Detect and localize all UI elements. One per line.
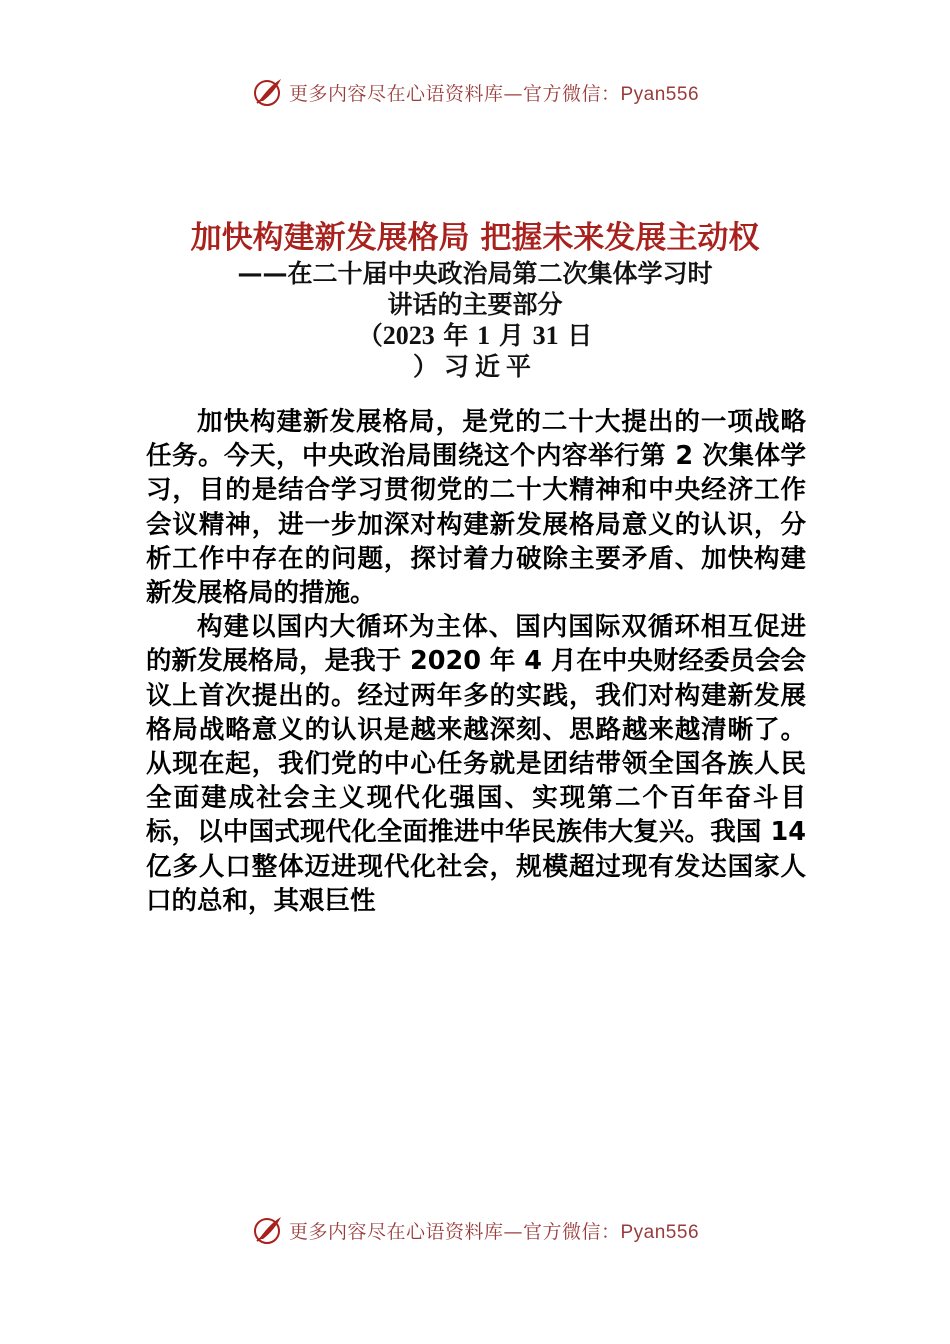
- subtitle-line-2: 讲话的主要部分: [387, 290, 563, 319]
- author-line: ）习近平: [412, 352, 537, 381]
- page-title: 加快构建新发展格局 把握未来发展主动权: [190, 220, 760, 256]
- quill-logo-icon: [251, 1213, 285, 1247]
- paragraph-2: 构建以国内大循环为主体、国内国际双循环相互促进的新发展格局，是我于 2020 年 4 月在中央财经委员会会议上首次提出的。经过两年多的实践，我们对构建新发展格局战略意义的认识是越来越深刻、思路越来越清晰了。从现在起，我们党的中心任务就是团结带领全国各族人民全面建成社会主义现代化强国、实现第二个百年奋斗目标，以中国式现代化全面推进中华民族伟大复兴。我国 14 亿多人口整体迈进现代化社会，规模超过现有发达国家人口的总和，其艰巨性: [146, 612, 806, 916]
- subtitle-line-1: ——在二十届中央政治局第二次集体学习时: [237, 259, 713, 288]
- paragraph-1: 加快构建新发展格局，是党的二十大提出的一项战略任务。今天，中央政治局围绕这个内容举行第 2 次集体学习，目的是结合学习贯彻党的二十大精神和中央经济工作会议精神，进一步加深对构建新发展格局意义的认识，分析工作中存在的问题，探讨着力破除主要矛盾、加快构建新发展格局的措施。: [146, 407, 806, 609]
- watermark-text: 更多内容尽在心语资料库—官方微信：Pyan556: [288, 82, 700, 105]
- article-body: [146, 405, 806, 918]
- title-block: [0, 218, 950, 382]
- quill-logo-icon: [251, 75, 285, 109]
- watermark-footer: [0, 1210, 950, 1250]
- watermark-text: 更多内容尽在心语资料库—官方微信：Pyan556: [288, 1220, 700, 1243]
- watermark-header: [0, 72, 950, 112]
- date-line: （2023 年 1 月 31 日: [357, 321, 593, 350]
